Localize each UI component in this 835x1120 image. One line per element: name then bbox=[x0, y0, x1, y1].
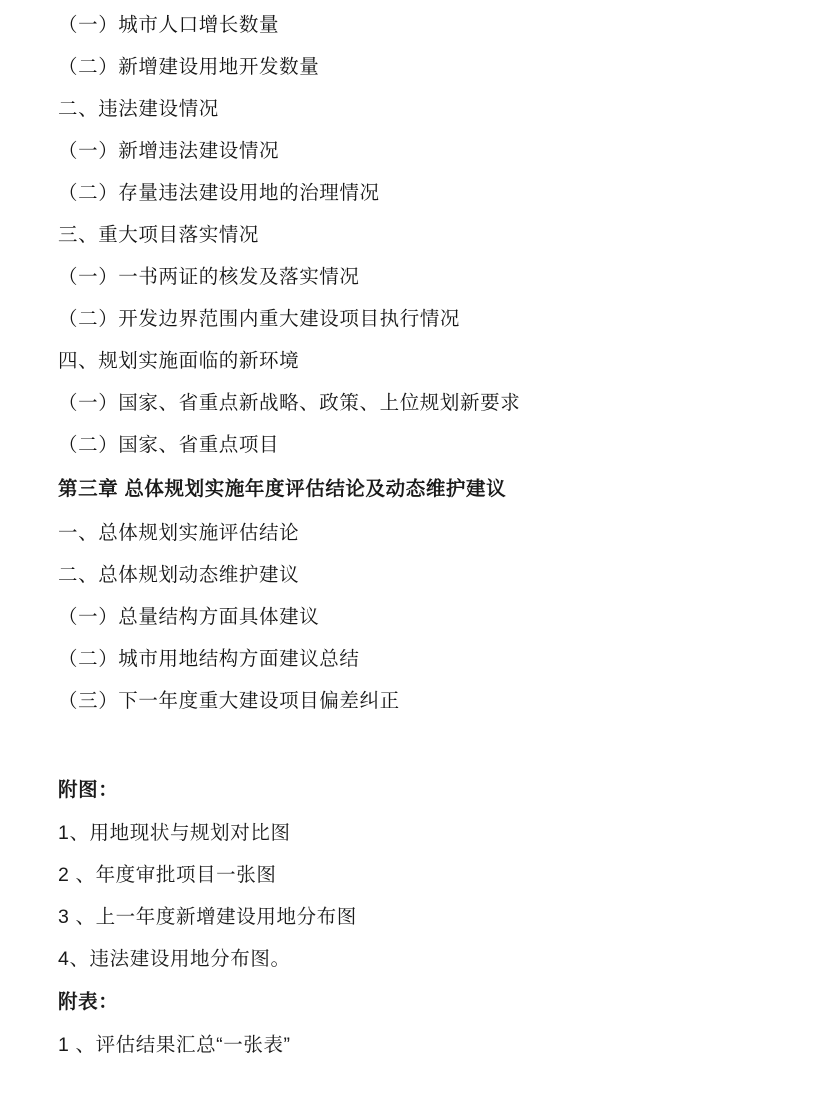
table-list-item: 1 、评估结果汇总“一张表” bbox=[58, 1034, 291, 1056]
outline-item: 三、重大项目落实情况 bbox=[58, 224, 260, 246]
outline-item: （二）存量违法建设用地的治理情况 bbox=[58, 182, 380, 204]
outline-item: （一）总量结构方面具体建议 bbox=[58, 606, 320, 628]
section-spacer bbox=[58, 722, 777, 768]
outline-item: （二）城市用地结构方面建议总结 bbox=[58, 648, 360, 670]
outline-item: 二、违法建设情况 bbox=[58, 98, 219, 120]
outline-item: （二）开发边界范围内重大建设项目执行情况 bbox=[58, 308, 461, 330]
outline-item: （一）国家、省重点新战略、政策、上位规划新要求 bbox=[58, 392, 521, 414]
chapter-heading: 第三章 总体规划实施年度评估结论及动态维护建议 bbox=[58, 478, 507, 500]
tables-heading: 附表： bbox=[58, 991, 119, 1013]
outline-item: （一）新增违法建设情况 bbox=[58, 140, 280, 162]
outline-item: 四、规划实施面临的新环境 bbox=[58, 350, 300, 372]
outline-item: 一、总体规划实施评估结论 bbox=[58, 522, 300, 544]
outline-item: （一）一书两证的核发及落实情况 bbox=[58, 266, 360, 288]
figure-list-item: 4、违法建设用地分布图。 bbox=[58, 948, 291, 970]
outline-item: 二、总体规划动态维护建议 bbox=[58, 564, 300, 586]
outline-item: （一）城市人口增长数量 bbox=[58, 14, 280, 36]
outline-item: （三）下一年度重大建设项目偏差纠正 bbox=[58, 690, 400, 712]
figures-heading: 附图： bbox=[58, 779, 119, 801]
outline-item: （二）新增建设用地开发数量 bbox=[58, 56, 320, 78]
figure-list-item: 1、用地现状与规划对比图 bbox=[58, 822, 291, 844]
figure-list-item: 2 、年度审批项目一张图 bbox=[58, 864, 277, 886]
outline-item: （二）国家、省重点项目 bbox=[58, 434, 280, 456]
figure-list-item: 3 、上一年度新增建设用地分布图 bbox=[58, 906, 357, 928]
document-body bbox=[58, 0, 777, 1066]
